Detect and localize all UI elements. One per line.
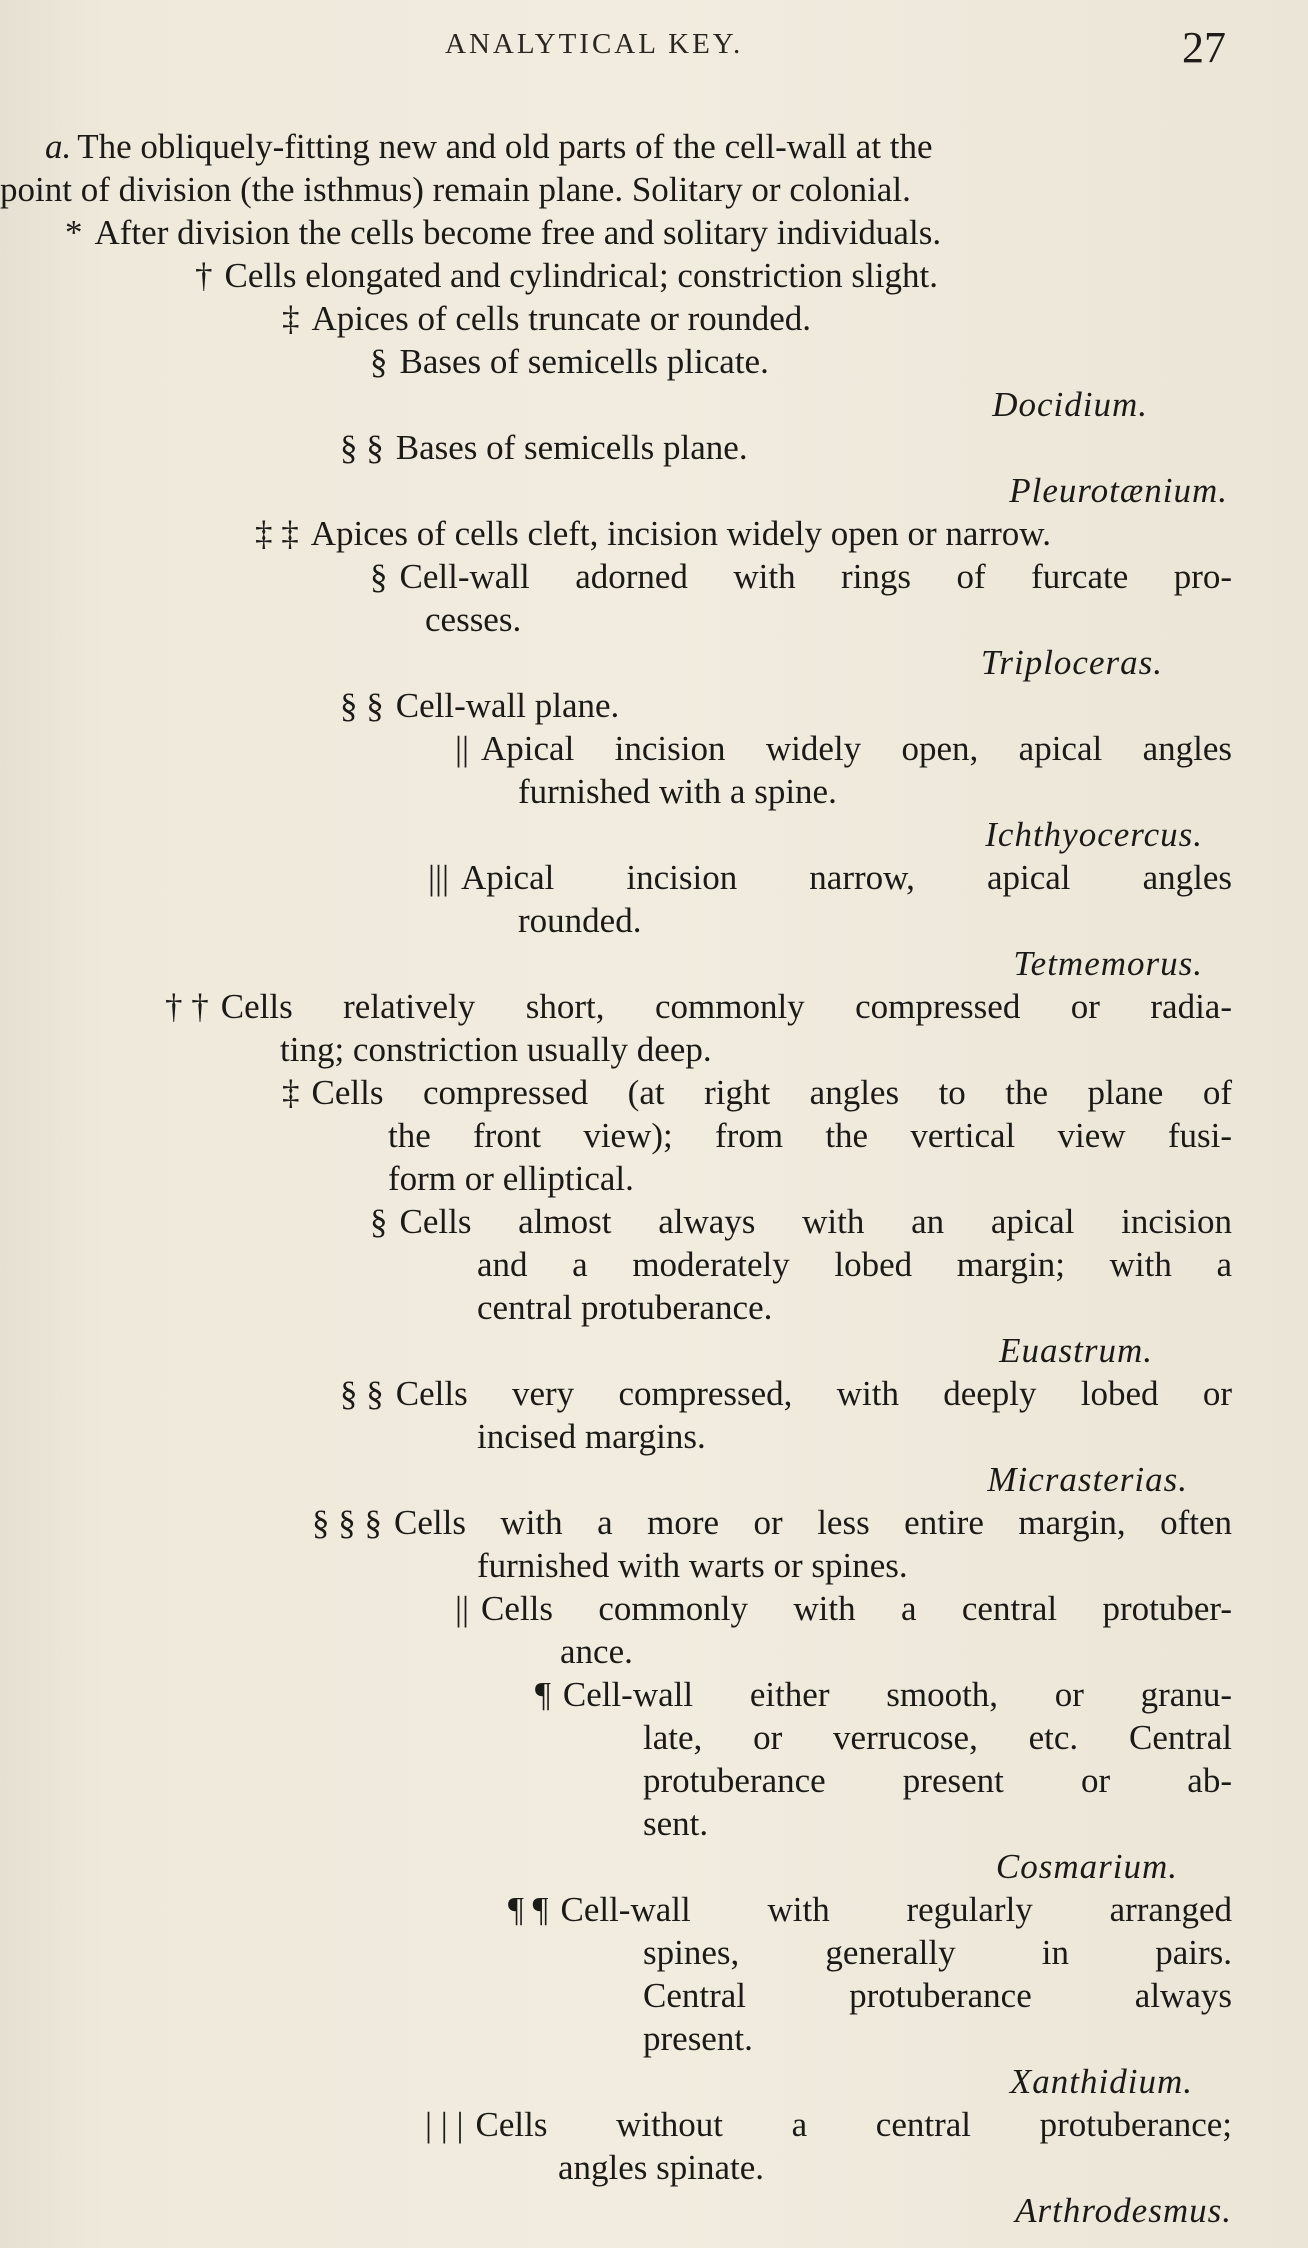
genus-label: Euastrum. [999,1331,1153,1370]
key-line-text: ting; constriction usually deep. [280,1030,712,1069]
key-line-text: Cell-wall with regularly arranged [560,1890,1232,1929]
key-line [0,1243,1308,1286]
key-line [0,727,1308,770]
key-marker: § § [340,686,384,725]
key-line [0,125,1308,168]
key-marker: ¶ ¶ [508,1890,549,1929]
key-line-text: Bases of semicells plane. [395,428,748,467]
genus-label: Arthrodesmus. [1015,2191,1232,2230]
key-line-text: Apical incision widely open, apical angles [481,729,1232,768]
key-line [0,1630,1308,1673]
key-line [0,1071,1308,1114]
key-line-text: Cells commonly with a central protuber- [481,1589,1232,1628]
key-line-text: Cells without a central protuberance; [475,2105,1232,2144]
key-marker: § [370,1202,388,1241]
key-line-text: and a moderately lobed margin; with a [477,1245,1232,1284]
genus-label: Micrasterias. [987,1460,1188,1499]
key-marker: § § [340,428,384,467]
key-marker: § [370,557,388,596]
key-marker: ‡ [282,299,300,338]
key-line-text: ance. [560,1632,633,1671]
key-line [0,254,1308,297]
key-marker: § § [340,1374,384,1413]
genus-label: Ichthyocercus. [985,815,1203,854]
key-marker: § § § [312,1503,382,1542]
key-marker: || [455,729,470,768]
genus-name [0,1329,1308,1372]
genus-name [0,1845,1308,1888]
key-line [0,1372,1308,1415]
key-line [0,684,1308,727]
key-marker: | | | [425,2105,464,2144]
key-line [0,1802,1308,1845]
key-line-text: incised margins. [477,1417,706,1456]
genus-name [0,2189,1308,2232]
key-line [0,426,1308,469]
genus-name [0,641,1308,684]
key-line [0,1544,1308,1587]
key-line [0,1888,1308,1931]
key-line [0,598,1308,641]
key-line-text: protuberance present or ab- [643,1761,1232,1800]
key-line-text: Cells elongated and cylindrical; constriction slight. [224,256,938,295]
genus-label: Pleurotænium. [1009,471,1228,510]
key-line [0,1114,1308,1157]
section-letter: a. [45,127,72,166]
page-number: 27 [1182,23,1226,72]
key-line-text: Cells with a more or less entire margin, often [394,1503,1232,1542]
key-line-text: cesses. [425,600,522,639]
key-line-text: Cells compressed (at right angles to the plane of [311,1073,1232,1112]
key-line [0,1716,1308,1759]
key-line-text: Cell-wall plane. [395,686,620,725]
genus-name [0,942,1308,985]
key-line [0,1501,1308,1544]
genus-label: Triploceras. [980,643,1163,682]
genus-label: Xanthidium. [1009,2062,1193,2101]
key-marker: ‡ ‡ [255,514,299,553]
running-title: ANALYTICAL KEY. [445,28,744,60]
genus-name [0,383,1308,426]
key-line-text: present. [643,2019,753,2058]
key-line [0,1415,1308,1458]
key-line [0,211,1308,254]
key-line-text: Cell-wall adorned with rings of furcate pro- [399,557,1232,596]
key-line [0,1286,1308,1329]
key-text [0,125,1308,2232]
key-marker: § [370,342,388,381]
key-line-text: The obliquely-fitting new and old parts of the cell-wall at the [77,127,933,166]
key-line [0,1673,1308,1716]
key-line-text: sent. [643,1804,709,1843]
key-line [0,2103,1308,2146]
key-line [0,1974,1308,2017]
key-line-text: central protuberance. [477,1288,773,1327]
genus-name [0,813,1308,856]
key-line-text: Cells relatively short, commonly compressed or radia- [220,987,1232,1026]
key-marker: * [65,213,83,252]
genus-name [0,469,1308,512]
key-line [0,2146,1308,2189]
genus-name [0,1458,1308,1501]
key-line [0,1157,1308,1200]
key-line-text: point of division (the isthmus) remain plane. Solitary or colonial. [0,170,911,209]
key-line-text: Apices of cells truncate or rounded. [311,299,812,338]
key-line [0,770,1308,813]
key-line [0,512,1308,555]
key-line-text: Cell-wall either smooth, or granu- [562,1675,1232,1714]
key-line-text: Apices of cells cleft, incision widely open or narrow. [310,514,1052,553]
key-line-text: the front view); from the vertical view fusi- [388,1116,1232,1155]
genus-label: Cosmarium. [995,1847,1178,1886]
key-line-text: After division the cells become free and solitary individuals. [94,213,942,252]
key-line [0,856,1308,899]
key-marker: ‡ [282,1073,300,1112]
key-line [0,1028,1308,1071]
key-marker: || [455,1589,470,1628]
genus-label: Docidium. [992,385,1148,424]
key-line [0,985,1308,1028]
key-line [0,1200,1308,1243]
key-line [0,899,1308,942]
key-line [0,168,1308,211]
key-line [0,340,1308,383]
key-line [0,1759,1308,1802]
key-marker: ||| [428,858,450,897]
key-line-text: Cells very compressed, with deeply lobed or [395,1374,1232,1413]
key-line [0,2017,1308,2060]
genus-name [0,2060,1308,2103]
key-line-text: spines, generally in pairs. [643,1933,1232,1972]
key-marker: † † [165,987,209,1026]
running-header [0,22,1308,82]
key-line [0,297,1308,340]
key-marker: ¶ [535,1675,551,1714]
key-line-text: Apical incision narrow, apical angles [461,858,1232,897]
key-line-text: furnished with a spine. [518,772,837,811]
key-line-text: Bases of semicells plicate. [399,342,769,381]
key-line-text: angles spinate. [558,2148,765,2187]
key-line-text: Cells almost always with an apical incision [399,1202,1232,1241]
genus-label: Tetmemorus. [1013,944,1203,983]
key-line-text: late, or verrucose, etc. Central [643,1718,1232,1757]
key-line [0,1931,1308,1974]
key-line-text: rounded. [518,901,642,940]
key-line [0,1587,1308,1630]
key-line [0,555,1308,598]
key-line-text: form or elliptical. [388,1159,634,1198]
key-marker: † [195,256,213,295]
key-line-text: furnished with warts or spines. [477,1546,908,1585]
key-line-text: Central protuberance always [643,1976,1232,2015]
